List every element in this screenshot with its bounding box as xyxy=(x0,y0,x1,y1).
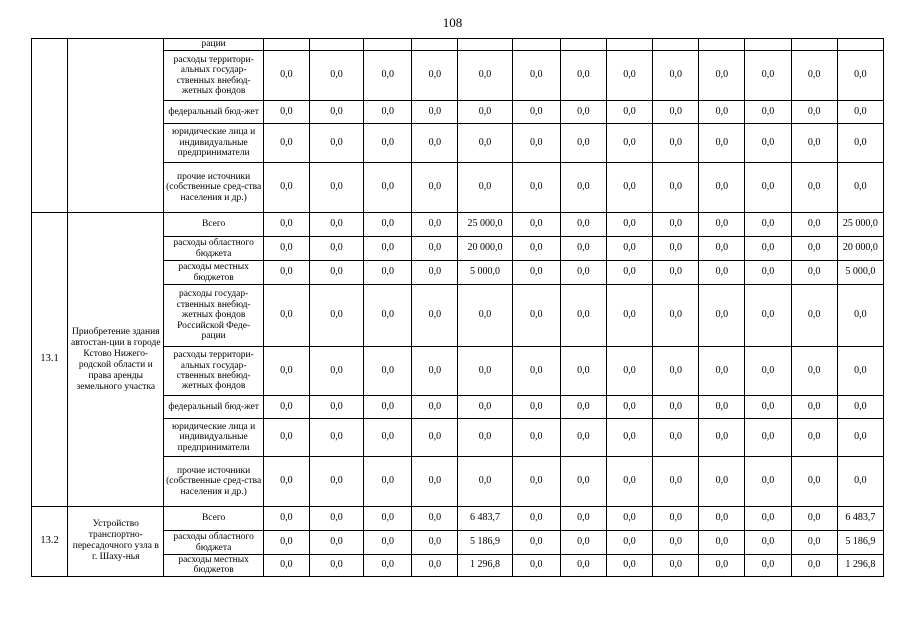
value-cell: 0,0 xyxy=(512,237,560,261)
value-cell: 0,0 xyxy=(560,457,606,507)
value-cell: 0,0 xyxy=(791,285,837,347)
value-cell xyxy=(837,39,883,51)
value-cell: 0,0 xyxy=(263,51,309,101)
value-cell: 0,0 xyxy=(791,531,837,555)
value-cell: 0,0 xyxy=(364,531,412,555)
value-cell: 0,0 xyxy=(512,261,560,285)
value-cell: 0,0 xyxy=(412,419,458,457)
value-cell: 0,0 xyxy=(606,101,652,124)
value-cell: 0,0 xyxy=(412,457,458,507)
value-cell: 1 296,8 xyxy=(837,555,883,577)
value-cell: 0,0 xyxy=(837,101,883,124)
value-cell: 0,0 xyxy=(653,101,699,124)
value-cell: 5 000,0 xyxy=(458,261,512,285)
value-cell: 0,0 xyxy=(653,124,699,163)
value-cell: 0,0 xyxy=(412,213,458,237)
value-cell: 0,0 xyxy=(606,237,652,261)
value-cell: 20 000,0 xyxy=(837,237,883,261)
value-cell: 0,0 xyxy=(699,124,745,163)
value-cell: 0,0 xyxy=(791,237,837,261)
value-cell: 0,0 xyxy=(560,555,606,577)
value-cell xyxy=(412,39,458,51)
value-cell: 0,0 xyxy=(560,531,606,555)
value-cell: 0,0 xyxy=(263,163,309,213)
value-cell: 0,0 xyxy=(745,124,791,163)
value-cell: 0,0 xyxy=(364,261,412,285)
value-cell: 0,0 xyxy=(364,555,412,577)
value-cell: 0,0 xyxy=(512,124,560,163)
table-row xyxy=(32,213,884,237)
value-cell: 0,0 xyxy=(745,347,791,396)
value-cell: 0,0 xyxy=(412,507,458,531)
value-cell: 0,0 xyxy=(653,347,699,396)
value-cell: 0,0 xyxy=(791,101,837,124)
source-label: расходы местных бюджетов xyxy=(164,555,263,577)
value-cell: 0,0 xyxy=(309,396,363,419)
value-cell: 0,0 xyxy=(837,347,883,396)
value-cell: 0,0 xyxy=(512,163,560,213)
value-cell: 0,0 xyxy=(458,124,512,163)
value-cell: 0,0 xyxy=(412,163,458,213)
value-cell: 0,0 xyxy=(745,555,791,577)
value-cell: 0,0 xyxy=(309,163,363,213)
value-cell: 0,0 xyxy=(560,51,606,101)
value-cell: 0,0 xyxy=(699,101,745,124)
value-cell: 0,0 xyxy=(512,285,560,347)
value-cell: 0,0 xyxy=(412,555,458,577)
value-cell: 0,0 xyxy=(791,213,837,237)
value-cell: 0,0 xyxy=(412,347,458,396)
value-cell: 0,0 xyxy=(364,163,412,213)
value-cell xyxy=(791,39,837,51)
value-cell: 0,0 xyxy=(560,101,606,124)
value-cell: 0,0 xyxy=(606,51,652,101)
value-cell: 0,0 xyxy=(791,347,837,396)
value-cell: 0,0 xyxy=(653,163,699,213)
value-cell: 0,0 xyxy=(412,261,458,285)
value-cell: 0,0 xyxy=(606,163,652,213)
value-cell: 5 186,9 xyxy=(837,531,883,555)
value-cell: 0,0 xyxy=(653,213,699,237)
value-cell: 0,0 xyxy=(263,101,309,124)
value-cell xyxy=(745,39,791,51)
value-cell: 0,0 xyxy=(560,285,606,347)
value-cell: 0,0 xyxy=(791,51,837,101)
value-cell: 0,0 xyxy=(458,51,512,101)
source-label: прочие источники (собственные сред-ства населения и др.) xyxy=(164,457,263,507)
value-cell: 0,0 xyxy=(606,261,652,285)
value-cell: 0,0 xyxy=(837,163,883,213)
value-cell: 0,0 xyxy=(791,555,837,577)
value-cell: 0,0 xyxy=(560,124,606,163)
item-code-cell xyxy=(32,39,68,213)
value-cell: 0,0 xyxy=(560,419,606,457)
value-cell: 0,0 xyxy=(309,237,363,261)
value-cell: 0,0 xyxy=(263,261,309,285)
value-cell: 0,0 xyxy=(512,531,560,555)
value-cell: 0,0 xyxy=(512,347,560,396)
value-cell: 0,0 xyxy=(263,531,309,555)
value-cell: 0,0 xyxy=(364,237,412,261)
value-cell: 0,0 xyxy=(512,555,560,577)
value-cell: 0,0 xyxy=(606,396,652,419)
value-cell: 0,0 xyxy=(699,531,745,555)
value-cell: 0,0 xyxy=(745,101,791,124)
value-cell: 0,0 xyxy=(364,457,412,507)
value-cell: 0,0 xyxy=(364,124,412,163)
value-cell xyxy=(699,39,745,51)
value-cell: 0,0 xyxy=(412,531,458,555)
value-cell: 0,0 xyxy=(458,347,512,396)
value-cell: 0,0 xyxy=(837,396,883,419)
value-cell: 0,0 xyxy=(745,285,791,347)
source-label: расходы областного бюджета xyxy=(164,237,263,261)
source-label: расходы территори-альных государ-ственных внебюд-жетных фондов xyxy=(164,51,263,101)
value-cell: 0,0 xyxy=(653,457,699,507)
value-cell: 0,0 xyxy=(412,101,458,124)
value-cell: 0,0 xyxy=(263,419,309,457)
value-cell: 0,0 xyxy=(364,285,412,347)
value-cell: 0,0 xyxy=(364,347,412,396)
value-cell: 1 296,8 xyxy=(458,555,512,577)
value-cell: 0,0 xyxy=(512,457,560,507)
value-cell: 0,0 xyxy=(699,419,745,457)
value-cell: 0,0 xyxy=(791,396,837,419)
value-cell xyxy=(606,39,652,51)
value-cell: 5 000,0 xyxy=(837,261,883,285)
source-label: расходы государ-ственных внебюд-жетных фондов Российской Феде-рации xyxy=(164,285,263,347)
value-cell: 0,0 xyxy=(837,124,883,163)
value-cell: 0,0 xyxy=(791,163,837,213)
value-cell: 0,0 xyxy=(309,285,363,347)
value-cell: 0,0 xyxy=(560,163,606,213)
value-cell: 0,0 xyxy=(745,213,791,237)
item-code: 13.2 xyxy=(32,507,68,577)
value-cell: 0,0 xyxy=(364,213,412,237)
value-cell: 0,0 xyxy=(309,531,363,555)
value-cell: 0,0 xyxy=(512,213,560,237)
value-cell: 0,0 xyxy=(606,507,652,531)
value-cell: 0,0 xyxy=(560,237,606,261)
value-cell: 0,0 xyxy=(653,531,699,555)
value-cell: 0,0 xyxy=(837,51,883,101)
value-cell: 0,0 xyxy=(309,419,363,457)
value-cell: 0,0 xyxy=(606,213,652,237)
value-cell: 0,0 xyxy=(745,531,791,555)
value-cell: 0,0 xyxy=(699,51,745,101)
value-cell: 0,0 xyxy=(512,101,560,124)
value-cell: 0,0 xyxy=(699,163,745,213)
value-cell: 0,0 xyxy=(512,507,560,531)
value-cell: 25 000,0 xyxy=(458,213,512,237)
source-label: юридические лица и индивидуальные предприниматели xyxy=(164,124,263,163)
value-cell: 6 483,7 xyxy=(458,507,512,531)
value-cell: 0,0 xyxy=(653,555,699,577)
value-cell: 0,0 xyxy=(309,124,363,163)
value-cell: 0,0 xyxy=(745,457,791,507)
value-cell: 0,0 xyxy=(653,237,699,261)
value-cell: 0,0 xyxy=(699,507,745,531)
item-name-cell xyxy=(68,39,164,213)
item-name: Устройство транспортно-пересадочного узла в г. Шаху-нья xyxy=(68,507,164,577)
value-cell xyxy=(263,39,309,51)
value-cell: 0,0 xyxy=(309,555,363,577)
value-cell: 0,0 xyxy=(309,261,363,285)
value-cell: 0,0 xyxy=(512,396,560,419)
value-cell: 20 000,0 xyxy=(458,237,512,261)
value-cell: 0,0 xyxy=(699,213,745,237)
value-cell: 0,0 xyxy=(745,396,791,419)
value-cell: 0,0 xyxy=(412,396,458,419)
source-label: Всего xyxy=(164,507,263,531)
value-cell: 0,0 xyxy=(699,285,745,347)
value-cell: 0,0 xyxy=(309,457,363,507)
value-cell: 0,0 xyxy=(560,507,606,531)
value-cell: 0,0 xyxy=(412,51,458,101)
value-cell: 0,0 xyxy=(263,124,309,163)
value-cell: 0,0 xyxy=(263,396,309,419)
value-cell: 0,0 xyxy=(263,457,309,507)
value-cell: 0,0 xyxy=(309,347,363,396)
value-cell: 0,0 xyxy=(791,457,837,507)
value-cell xyxy=(364,39,412,51)
value-cell: 0,0 xyxy=(699,237,745,261)
value-cell: 0,0 xyxy=(653,419,699,457)
budget-table xyxy=(31,38,884,577)
source-label: Всего xyxy=(164,213,263,237)
value-cell: 0,0 xyxy=(263,555,309,577)
value-cell: 0,0 xyxy=(791,124,837,163)
value-cell: 0,0 xyxy=(263,507,309,531)
value-cell: 0,0 xyxy=(791,261,837,285)
value-cell: 0,0 xyxy=(512,51,560,101)
value-cell: 0,0 xyxy=(560,213,606,237)
value-cell: 0,0 xyxy=(263,347,309,396)
value-cell: 0,0 xyxy=(745,163,791,213)
value-cell: 25 000,0 xyxy=(837,213,883,237)
value-cell: 0,0 xyxy=(606,457,652,507)
value-cell: 0,0 xyxy=(837,457,883,507)
source-label: юридические лица и индивидуальные предприниматели xyxy=(164,419,263,457)
value-cell: 0,0 xyxy=(606,124,652,163)
source-label: федеральный бюд-жет xyxy=(164,101,263,124)
value-cell xyxy=(560,39,606,51)
value-cell: 0,0 xyxy=(699,396,745,419)
value-cell: 0,0 xyxy=(412,237,458,261)
value-cell xyxy=(653,39,699,51)
item-name: Приобретение здания автостан-ции в городе Кстово Нижего-родской области и права аренды земельного участка xyxy=(68,213,164,507)
value-cell: 5 186,9 xyxy=(458,531,512,555)
source-label: федеральный бюд-жет xyxy=(164,396,263,419)
value-cell: 0,0 xyxy=(364,101,412,124)
value-cell: 0,0 xyxy=(263,237,309,261)
value-cell: 0,0 xyxy=(560,396,606,419)
value-cell: 0,0 xyxy=(263,285,309,347)
value-cell: 0,0 xyxy=(791,507,837,531)
value-cell: 0,0 xyxy=(560,261,606,285)
value-cell: 0,0 xyxy=(745,237,791,261)
table-row xyxy=(32,39,884,51)
value-cell: 0,0 xyxy=(745,51,791,101)
value-cell: 0,0 xyxy=(364,51,412,101)
value-cell: 0,0 xyxy=(364,507,412,531)
value-cell: 0,0 xyxy=(458,457,512,507)
value-cell: 0,0 xyxy=(745,261,791,285)
value-cell: 0,0 xyxy=(606,419,652,457)
value-cell: 0,0 xyxy=(837,419,883,457)
value-cell xyxy=(309,39,363,51)
value-cell: 0,0 xyxy=(364,396,412,419)
value-cell: 0,0 xyxy=(745,507,791,531)
value-cell: 0,0 xyxy=(458,396,512,419)
value-cell: 0,0 xyxy=(699,261,745,285)
value-cell: 0,0 xyxy=(653,396,699,419)
value-cell: 0,0 xyxy=(458,101,512,124)
value-cell: 0,0 xyxy=(653,507,699,531)
table-row xyxy=(32,507,884,531)
value-cell: 0,0 xyxy=(309,51,363,101)
source-label: расходы местных бюджетов xyxy=(164,261,263,285)
value-cell: 0,0 xyxy=(699,347,745,396)
value-cell: 0,0 xyxy=(512,419,560,457)
value-cell: 0,0 xyxy=(699,457,745,507)
value-cell xyxy=(458,39,512,51)
value-cell: 0,0 xyxy=(653,261,699,285)
value-cell: 0,0 xyxy=(458,419,512,457)
value-cell: 0,0 xyxy=(699,555,745,577)
value-cell: 0,0 xyxy=(364,419,412,457)
source-label: рации xyxy=(164,39,263,51)
value-cell: 6 483,7 xyxy=(837,507,883,531)
source-label: прочие источники (собственные сред-ства населения и др.) xyxy=(164,163,263,213)
value-cell: 0,0 xyxy=(412,124,458,163)
value-cell: 0,0 xyxy=(606,531,652,555)
page-number: 108 xyxy=(442,15,463,30)
value-cell: 0,0 xyxy=(412,285,458,347)
value-cell xyxy=(512,39,560,51)
value-cell: 0,0 xyxy=(653,51,699,101)
source-label: расходы территори-альных государ-ственных внебюд-жетных фондов xyxy=(164,347,263,396)
value-cell: 0,0 xyxy=(458,285,512,347)
value-cell: 0,0 xyxy=(560,347,606,396)
value-cell: 0,0 xyxy=(606,555,652,577)
value-cell: 0,0 xyxy=(309,101,363,124)
value-cell: 0,0 xyxy=(458,163,512,213)
value-cell: 0,0 xyxy=(791,419,837,457)
value-cell: 0,0 xyxy=(653,285,699,347)
source-label: расходы областного бюджета xyxy=(164,531,263,555)
value-cell: 0,0 xyxy=(606,285,652,347)
value-cell: 0,0 xyxy=(745,419,791,457)
item-code: 13.1 xyxy=(32,213,68,507)
value-cell: 0,0 xyxy=(309,213,363,237)
value-cell: 0,0 xyxy=(837,285,883,347)
value-cell: 0,0 xyxy=(309,507,363,531)
value-cell: 0,0 xyxy=(606,347,652,396)
value-cell: 0,0 xyxy=(263,213,309,237)
